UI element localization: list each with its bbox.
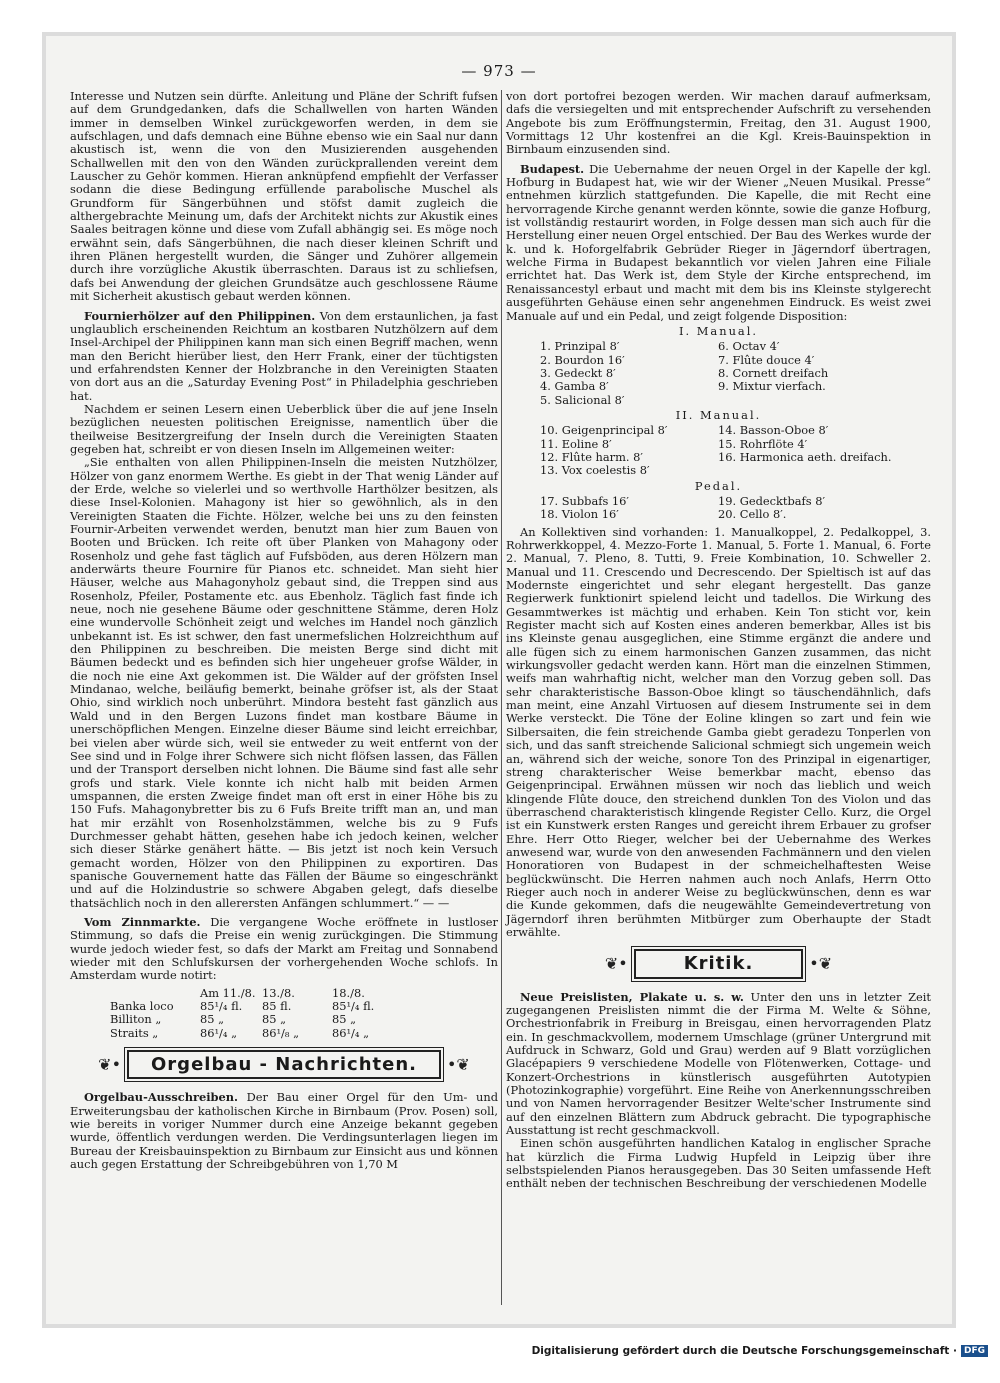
stop-name: 17. Subbafs 16′ [540,493,630,508]
fournier-paragraph-1: Von dem erstaunlichen, ja fast unglaublich erscheinenden Reichtum an kostbaren Nutzhölzern auf dem Insel-Archipel der Philippinen kann man sich einen Begriff machen, wenn man den Bericht hierüber liest, den Herr Frank, einer der tüchtigsten und erfahrendsten Kenner der Holzbranche in den Vereinigten Staaten von dort aus an die „Saturday Evening Post“ in Philadelphia geschrieben hat. [70,308,499,403]
preislisten-paragraph: Unter den uns in letzter Zeit zugegangenen Preislisten nimmt die der Firma M. Welte & Söhne, Orchestrionfabrik in Freiburg in Breisgau, einen hervorragenden Platz ein. In geschmackvollem, modernem Umschlage (grüner Untergrund mit Aufdruck in Schwarz, Gold und Grau) werden auf 9 Blatt vorzüglichen Glacépapiers 9 verschiedene Modelle von Flötenwerken, Cottage- und Konzert-Orchestrions in künstlerisch ausgeführten Autotypien (Photozinkographie) vorgeführt. Eine Reihe von Anerkennungsschreiben und von Namen hervorragender Besitzer Welte'scher Instrumente sind auf den einzelnen Blättern zum Abdruck gebracht. Die typographische Ausstattung ist recht geschmackvoll. [506,989,931,1138]
stop-name: 6. Octav 4′ [718,339,780,354]
ornament-right-icon: •❦ [446,1055,470,1075]
article-budapest [506,163,931,323]
stop-name: 9. Mixtur vierfach. [718,379,826,394]
table-row [70,1000,498,1013]
zinn-price-table [70,987,498,1040]
list-item [506,340,931,353]
stop-name: 13. Vox coelestis 8′ [540,463,650,478]
heading-zinn: Vom Zinnmarkte. [84,914,201,929]
list-item [506,508,931,521]
stop-name: 20. Cello 8′. [718,507,787,522]
table-cell: Banka loco [110,999,174,1014]
stop-name: 2. Bourdon 16′ [540,352,625,367]
budapest-paragraph: Die Uebernahme der neuen Orgel in der Kapelle der kgl. Hofburg in Budapest hat, wie wir der Wiener „Neuen Musikal. Presse“ entnehmen kürzlich stattgefunden. Die Kapelle, die mit Recht eine hervorragende Kirche genannt werden könnte, sowie die ganze Hofburg, ist vollständig restaurirt worden, in Folge dessen man sich auch für die Herstellung einer neuen Orgel entschied. Der Bau des Werkes wurde der k. und k. Hoforgelfabrik Gebrüder Rieger in Jägerndorf übertragen, welche Firma in Budapest bekanntlich vor vielen Jahren eine Filiale errichtet hat. Das Werk ist, dem Style der Kirche entsprechend, im Renaissancestyl erbaut und macht mit dem bis ins Kleinste stylgerecht ausgeführten Gehäuse einen sehr angenehmen Eindruck. Es weist zwei Manuale auf und ein Pedal, und zeigt folgende Disposition: [506,161,932,323]
article-akustik-continued: Interesse und Nutzen sein dürfte. Anleitung und Pläne der Schrift fufsen auf dem Grundgedanken, dafs die Schallwellen von harten Wänden immer in demselben Winkel zurückgeworfen werden, in dem sie aufschlagen, und dafs demnach eine Bühne ebenso wie ein Saal nur dann akustisch ist, wenn die von den Musizierenden ausgehenden Schallwellen mit den von den Wänden zurückprallenden vereint dem Lauscher zu Gehör kommen. Hieran anknüpfend empfiehlt der Verfasser sodann die diese Bedingung erfüllende parabolische Muschel als Grundform für Sängerbühnen und stöfst damit zugleich die althergebrachte Meinung um, dafs der Architekt nichts zur Akustik eines Saales beitragen könne und diese vom Zufall abhängig sei. Es möge noch erwähnt sein, dafs Sängerbühnen, die nach dieser kleinen Schrift und ihren Plänen hergestellt wurden, die Sänger und Zuhörer allgemein durch ihre vorzügliche Akustik überraschten. Daraus ist zu schliefsen, dafs bei Anwendung der gleichen Grundsätze auch geschlossene Räume mit Sicherheit akustisch gebaut werden können. [70,89,498,304]
page-number: — 973 — [461,62,537,80]
stop-name: 12. Flûte harm. 8′ [540,449,644,464]
table-cell: Straits „ [110,1025,159,1040]
banner-title: Orgelbau - Nachrichten. [127,1050,441,1079]
list-item [506,464,931,477]
dfg-logo: DFG [961,1345,988,1357]
table-header-cell: 13./8. [262,985,295,1000]
table-row [70,1027,498,1040]
stop-name: 18. Violon 16′ [540,507,619,522]
table-cell: 85 „ [200,1012,225,1027]
list-item [506,380,931,393]
table-header-cell: 18./8. [332,985,365,1000]
table-row [70,1013,498,1026]
orgel-paragraph: Der Bau einer Orgel für den Um- und Erweiterungsbau der katholischen Kirche in Birnbaum (Prov. Posen) soll, wie bereits in voriger Nummer durch eine Anzeige bekannt gegeben wurde, öffentlich verdungen werden. Die Verdingsunterlagen liegen im Bureau der Kreisbauinspektion zu Birnbaum zur Einsicht aus und können auch gegen Erstattung der Schreibgebühren von 1,70 M [70,1090,498,1172]
manual-1-title: I. Manual. [679,323,758,338]
table-cell: Billiton „ [110,1012,162,1027]
fournier-paragraph-3: „Sie enthalten von allen Philippinen-Inseln die meisten Nutzhölzer, Hölzer von ganz enormem Werthe. Es giebt in der That wenig Länder auf der Erde, welche so vielerlei und so werthvolle Harthölzer besitzen, als diese Insel-Kolonien. Mahagony ist hier so gewöhnlich, als in den Vereinigten Staaten die Fichte. Hölzer, welche bei uns zu den feinsten Fournir-Arbeiten verwendet werden, benutzt man hier zum Bauen von Booten und Brücken. Ich reite oft über Planken von Mahagony oder Rosenholz und gehe fast täglich auf Fufsböden, aus deren Hölzern man anderwärts theure Fournire für Pianos etc. schneidet. Man sieht hier Häuser, welche aus Mahagonyholz gebaut sind, die Treppen sind aus Rosenholz, Pfeiler, Postamente etc. aus Ebenholz. Täglich fast finde ich neue, noch nie gesehene Bäume oder geschnittene Stämme, deren Holz eine wundervolle Schönheit zeigt und welches im Handel noch gänzlich unbekannt ist. Es ist schwer, den fast unermefslichen Holzreichthum auf den Philippinen zu beschreiben. Die meisten Berge sind dicht mit Bäumen bedeckt und es befinden sich hier ungeheuer grofse Wälder, in die noch nie eine Axt gekommen ist. Die Wälder auf der gröfsten Insel Mindanao, welche, beiläufig bemerkt, beinahe gröfser ist, als der Staat Ohio, sind wirklich noch unberührt. Mindora besteht fast gänzlich aus Wald und in den Bergen Luzons findet man kostbare Bäume in unerschöpflichen Mengen. Einzelne dieser Bäume sind leicht erreichbar, bei vielen aber würde sich, weil sie entweder zu weit entfernt von der See sind und in Folge ihrer Schwere sich nicht flöfsen lassen, das Fällen und der Transport derselben nicht lohnen. Die Bäume sind fast alle sehr grofs und stark. Viele konnte ich nicht halb mit beiden Armen umspannen, die ersten Zweige findet man oft erst in einer Höhe bis zu 150 Fufs. Mahagonybretter bis zu 6 Fufs Breite trifft man an, und man hat mir erzählt von Rosenholzstämmen, welche bis zu 9 Fufs Durchmesser gehabt hätten, gesehen habe ich jedoch keinen, welcher sich dieser Stärke genähert hätte. — Bis jetzt ist noch kein Versuch gemacht worden, Hölzer von den Philippinen zu exportiren. Das spanische Gouvernement hatte das Fällen der Bäume so eingeschränkt und auf die Holzindustrie so schwere Abgaben gelegt, dafs dieselbe thatsächlich noch in den allerersten Anfängen schlummert.“ — — [70,455,498,910]
fournier-paragraph-2: Nachdem er seinen Lesern einen Ueberblick über die auf jene Inseln bezüglichen neuesten politischen Ereignisse, namentlich über die theilweise Besitzergreifung der Inseln durch die Vereinigten Staaten gegeben hat, schreibt er von diesen Inseln im Allgemeinen weiter: [70,401,498,456]
table-header-row [70,987,498,1000]
section-banner-orgelbau [70,1050,498,1079]
table-cell: 86¹/₄ „ [200,1025,237,1040]
heading-budapest: Budapest. [520,161,585,176]
stop-name: 5. Salicional 8′ [540,392,625,407]
stop-name: 19. Gedecktbafs 8′ [718,493,826,508]
heading-fournier: Fournierhölzer auf den Philippinen. [84,308,316,323]
article-orgel-ausschreiben [70,1091,498,1171]
table-cell: 85 „ [332,1012,357,1027]
stop-name: 3. Gedeckt 8′ [540,365,616,380]
table-cell: 86¹/₈ „ [262,1025,299,1040]
stop-name: 15. Rohrflöte 4′ [718,436,808,451]
manual-2-title: II. Manual. [675,407,762,422]
kollektiven-paragraph: An Kollektiven sind vorhanden: 1. Manualkoppel, 2. Pedalkoppel, 3. Rohrwerkkoppel, 4. Mezzo-Forte 1. Manual, 5. Forte 1. Manual, 6. Forte 2. Manual, 7. Pleno, 8. Tutti, 9. Freie Kombination, 10. Schweller 2. Manual und 11. Crescendo und Decrescendo. Der Spieltisch ist auf das Modernste eingerichtet und sehr elegant hergestellt. Das ganze Regierwerk funktionirt spielend leicht und tadellos. Die Wirkung des Gesammtwerkes ist mächtig und erhaben. Kein Ton sticht vor, kein Register macht sich auf Kosten eines anderen bemerkbar, Alles ist bis ins Kleinste genau ausgeglichen, eine Stimme ergänzt die andere und alle fügen sich zu einem harmonischen Ganzen zusammen, das nicht wirkungsvoller gedacht werden kann. Hört man die einzelnen Stimmen, weifs man wahrhaftig nicht, welcher man den Vorzug geben soll. Das sehr charakteristische Basson-Oboe klingt so täuschendähnlich, dafs man meint, eine Anzahl Virtuosen auf diesem Instrumente sei in dem Werke versteckt. Die Töne der Eoline klingen so zart und fein wie Silbersaiten, die fein streichende Gamba giebt geradezu Tonperlen von sich, und das sanft streichende Salicional schmiegt sich ungemein weich an, während sich der weiche, sonore Ton des Prinzipal in eigenartiger, streng charakterischer Weise bemerkbar macht, ebenso das Geigenprincipal. Erwähnen müssen wir noch das lieblich und weich klingende Flûte douce, den streichend dunklen Ton des Violon und das überraschend charakteristisch klingende Register Cello. Kurz, die Orgel ist ein Kunstwerk ersten Ranges und gereicht ihrem Erbauer zu grofser Ehre. Herr Otto Rieger, welcher bei der Uebernahme des Werkes anwesend war, wurde von den anwesenden Fachmännern und den vielen Honoratioren von Budapest in der schmeichelhaftesten Weise beglückwünscht. Die Herren nahmen auch noch Anlafs, Herrn Otto Rieger auch noch in anderer Weise zu beglückwünschen, denn es war die Kunde gekommen, dafs die neugewählte Gemeindevertretung von Jägerndorf ihren berühmten Mitbürger zum Oberhaupte der Stadt erwählte. [506,524,931,939]
ornament-left-icon: ❦• [98,1055,121,1075]
list-item [506,451,931,464]
table-cell: 85¹/₄ fl. [200,999,243,1014]
list-item [506,438,931,451]
article-preislisten [506,991,931,1138]
table-cell: 85 fl. [262,999,292,1014]
footer-text: Digitalisierung gefördert durch die Deutsche Forschungsgemeinschaft · [531,1345,957,1357]
article-fournier [70,310,498,403]
orgel-continued: von dort portofrei bezogen werden. Wir machen darauf aufmerksam, dafs die versiegelten und mit entsprechender Aufschrift zu versehenden Angebote bis zum Eröffnungstermin, Freitag, den 31. August 1900, Vormittags 12 Uhr kostenfrei an die Kgl. Kreis-Bauinspektion in Birnbaum einzusenden sind. [506,89,931,157]
article-zinn [70,916,498,983]
table-header-cell [70,987,200,1000]
list-item [506,424,931,437]
column-rule [501,90,502,1305]
stop-name: 8. Cornett dreifach [718,365,829,380]
list-item [506,394,931,407]
heading-orgel: Orgelbau-Ausschreiben. [84,1090,239,1105]
stop-name: 16. Harmonica aeth. dreifach. [718,449,892,464]
stop-name: 14. Basson-Oboe 8′ [718,423,829,438]
section-banner-kritik [506,949,931,978]
stop-name: 4. Gamba 8′ [540,379,609,394]
table-cell: 85 „ [262,1012,287,1027]
ornament-left-icon: ❦• [604,954,628,974]
footer-credit [532,1345,988,1357]
list-item [506,354,931,367]
zinn-paragraph: Die vergangene Woche eröffnete in lustloser Stimmung, so dafs die Preise ein wenig zurückgingen. Die Stimmung wurde jedoch wieder fest, so dafs der Markt am Freitag und Sonnabend wieder mit den Schlufskursen der vorhergehenden Woche schlofs. In Amsterdam wurde notirt: [70,914,498,983]
table-cell: 86¹/₄ „ [332,1025,369,1040]
stop-name: 10. Geigenprincipal 8′ [540,423,668,438]
right-column [506,90,931,1191]
list-item [506,367,931,380]
ornament-right-icon: •❦ [809,954,833,974]
heading-preislisten: Neue Preislisten, Plakate u. s. w. [520,989,744,1004]
newspaper-page [46,36,952,1324]
stop-name: 7. Flûte douce 4′ [718,352,815,367]
list-item [506,495,931,508]
table-header-cell: Am 11./8. [200,985,256,1000]
table-cell: 85¹/₄ fl. [332,999,375,1014]
organ-disposition [506,325,931,522]
left-column [70,90,498,1171]
preislisten-paragraph-2: Einen schön ausgeführten handlichen Katalog in englischer Sprache hat kürzlich die Firma Ludwig Hupfeld in Leipzig über ihre selbstspielenden Pianos herausgegeben. Das 30 Seiten umfassende Heft enthält neben der technischen Beschreibung der verschiedenen Modelle [506,1136,931,1191]
stop-name: 11. Eoline 8′ [540,436,612,451]
pedal-title: Pedal. [694,478,743,493]
banner-title: Kritik. [634,949,804,978]
stop-name: 1. Prinzipal 8′ [540,339,620,354]
